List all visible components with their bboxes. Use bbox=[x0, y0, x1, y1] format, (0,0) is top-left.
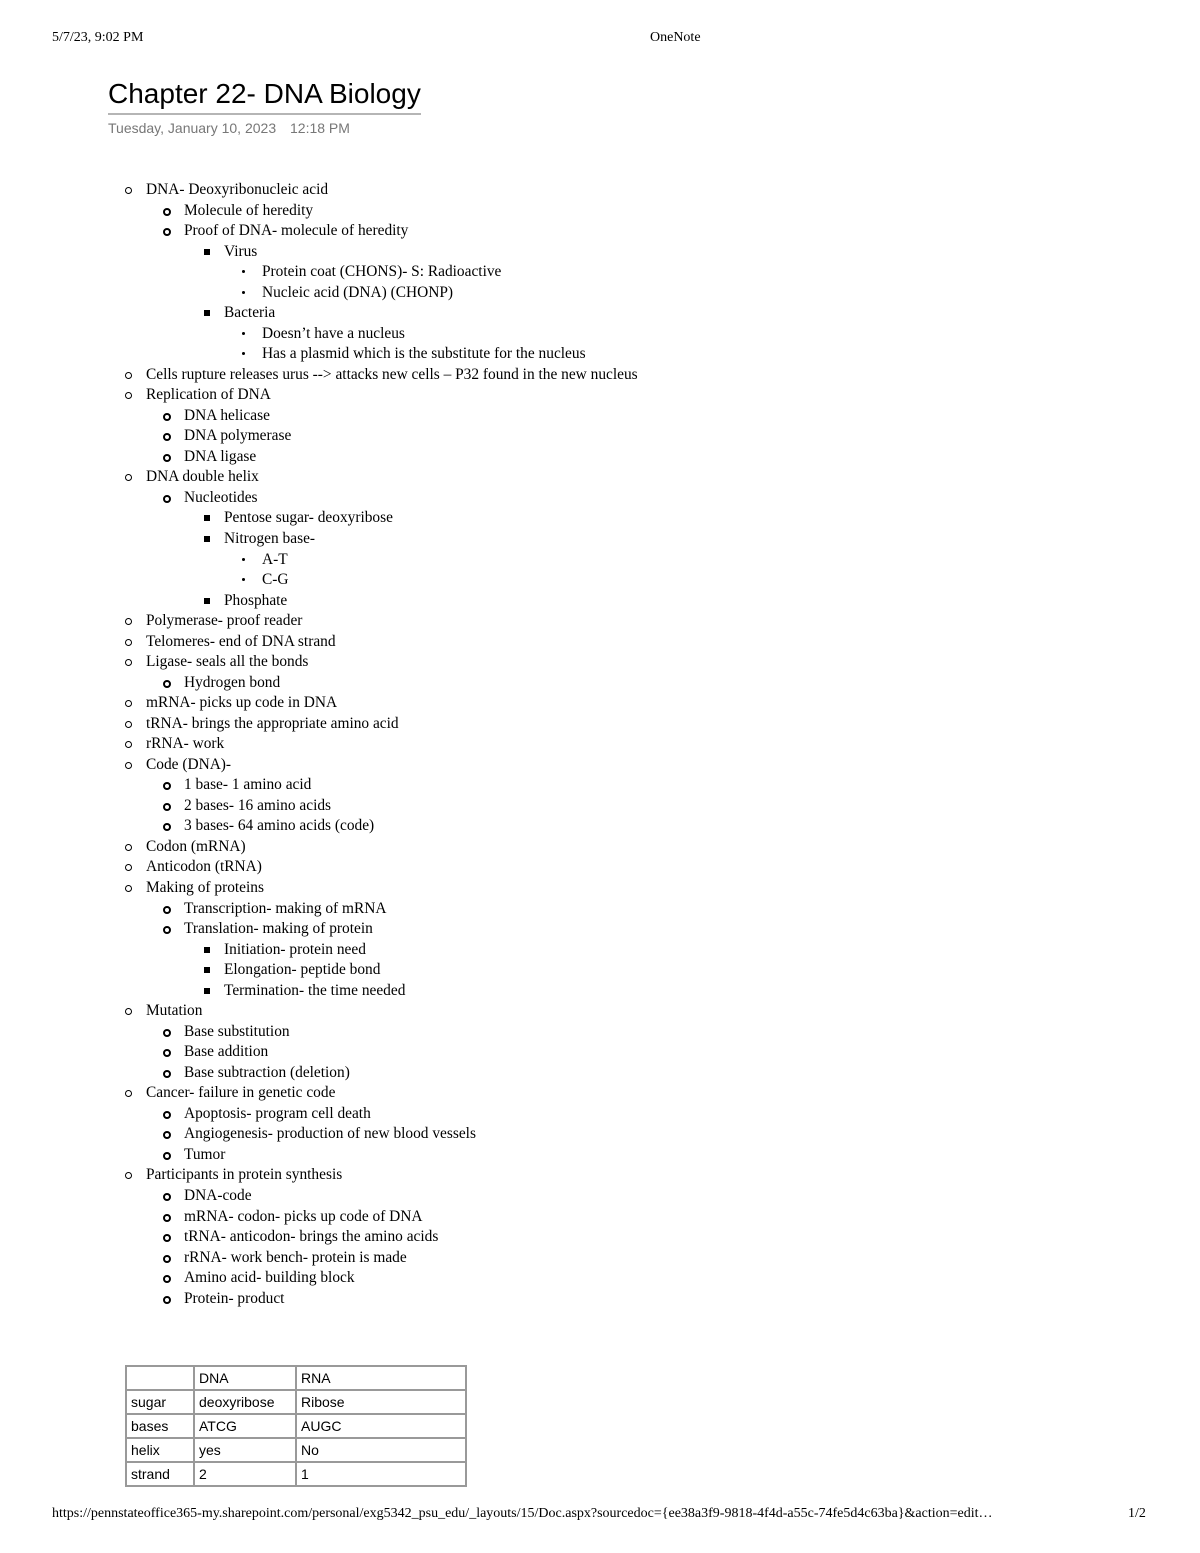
table-row bbox=[126, 1390, 466, 1414]
list-item bbox=[184, 673, 280, 693]
table-cell: deoxyribose bbox=[194, 1390, 296, 1414]
list-item-text: C-G bbox=[262, 571, 289, 589]
list-item-text: Protein coat (CHONS)- S: Radioactive bbox=[262, 263, 502, 281]
list-item bbox=[146, 467, 259, 487]
table-cell: No bbox=[296, 1438, 466, 1462]
list-item bbox=[262, 570, 289, 590]
page-timestamp bbox=[108, 120, 350, 136]
list-item bbox=[184, 796, 331, 816]
list-item bbox=[146, 857, 262, 877]
list-item-text: Hydrogen bond bbox=[184, 673, 281, 691]
list-item-text: Virus bbox=[224, 242, 258, 260]
list-item bbox=[146, 1001, 202, 1021]
list-item-text: Apoptosis- program cell death bbox=[184, 1104, 371, 1122]
list-item-text: Translation- making of protein bbox=[184, 920, 373, 938]
list-item bbox=[184, 1124, 476, 1144]
list-item-text: Telomeres- end of DNA strand bbox=[146, 632, 336, 650]
list-item-text: rRNA- work bbox=[146, 735, 225, 753]
list-item-text: tRNA- brings the appropriate amino acid bbox=[146, 714, 399, 732]
table-row bbox=[126, 1462, 466, 1486]
list-item-text: Anticodon (tRNA) bbox=[146, 858, 262, 876]
list-item-text: Base substitution bbox=[184, 1022, 290, 1040]
list-item bbox=[262, 283, 453, 303]
list-item-text: 3 bases- 64 amino acids (code) bbox=[184, 817, 375, 835]
list-item-text: Amino acid- building block bbox=[184, 1269, 355, 1287]
list-item-text: Nucleic acid (DNA) (CHONP) bbox=[262, 283, 454, 301]
table-cell: Ribose bbox=[296, 1390, 466, 1414]
list-item bbox=[146, 693, 337, 713]
list-item bbox=[184, 1063, 350, 1083]
list-item-text: Angiogenesis- production of new blood vessels bbox=[184, 1125, 476, 1143]
page-date: Tuesday, January 10, 2023 bbox=[108, 120, 277, 136]
list-item-text: Cells rupture releases urus --> attacks new cells – P32 found in the new nucleus bbox=[146, 365, 638, 383]
list-item-text: Making of proteins bbox=[146, 879, 264, 897]
list-item bbox=[146, 1165, 342, 1185]
list-item bbox=[262, 262, 501, 282]
list-item bbox=[184, 775, 311, 795]
list-item-text: Pentose sugar- deoxyribose bbox=[224, 509, 393, 527]
print-url: https://pennstateoffice365-my.sharepoint.com/personal/exg5342_psu_edu/_layouts/15/Doc.aspx?sourcedoc={ee38a3f9-9818-4f4d-a55c-74fe5d4c63ba}&action=edit… bbox=[52, 1506, 993, 1521]
print-datetime: 5/7/23, 9:02 PM bbox=[52, 30, 144, 45]
list-item bbox=[184, 447, 256, 467]
table-cell: sugar bbox=[126, 1390, 194, 1414]
table-row bbox=[126, 1438, 466, 1462]
table-cell: helix bbox=[126, 1438, 194, 1462]
list-item-text: Codon (mRNA) bbox=[146, 837, 246, 855]
list-item bbox=[146, 837, 246, 857]
list-item bbox=[184, 1268, 355, 1288]
list-item-text: DNA- Deoxyribonucleic acid bbox=[146, 181, 329, 198]
list-item bbox=[184, 1227, 438, 1247]
page-time: 12:18 PM bbox=[290, 120, 350, 136]
list-item bbox=[262, 344, 586, 364]
list-item-text: Bacteria bbox=[224, 304, 276, 322]
list-item bbox=[146, 385, 271, 405]
list-item-text: 1 base- 1 amino acid bbox=[184, 776, 312, 794]
table-header-row bbox=[126, 1366, 466, 1390]
list-item bbox=[184, 1042, 268, 1062]
list-item bbox=[262, 324, 405, 344]
list-item-text: rRNA- work bench- protein is made bbox=[184, 1248, 407, 1266]
list-item bbox=[184, 919, 373, 939]
list-item-text: tRNA- anticodon- brings the amino acids bbox=[184, 1228, 439, 1246]
list-item bbox=[146, 652, 308, 672]
table-header-cell bbox=[126, 1366, 194, 1390]
list-item bbox=[224, 960, 380, 980]
list-item-text: Nucleotides bbox=[184, 488, 258, 506]
list-item-text: Termination- the time needed bbox=[224, 981, 406, 999]
list-item bbox=[184, 899, 387, 919]
list-item-text: Initiation- protein need bbox=[224, 940, 366, 958]
list-item bbox=[146, 878, 264, 898]
list-item-text: DNA helicase bbox=[184, 406, 270, 424]
list-item-text: Base addition bbox=[184, 1043, 269, 1061]
list-item bbox=[146, 734, 224, 754]
table-cell: AUGC bbox=[296, 1414, 466, 1438]
list-item-text: Ligase- seals all the bonds bbox=[146, 653, 309, 671]
list-item-text: Tumor bbox=[184, 1145, 226, 1163]
list-item bbox=[146, 611, 302, 631]
list-item bbox=[184, 1186, 252, 1206]
list-item bbox=[184, 1207, 423, 1227]
list-item bbox=[262, 550, 288, 570]
table-cell: strand bbox=[126, 1462, 194, 1486]
list-item bbox=[224, 508, 393, 528]
list-item bbox=[224, 529, 315, 549]
list-item bbox=[184, 1248, 407, 1268]
list-item-text: Code (DNA)- bbox=[146, 755, 232, 773]
list-item bbox=[146, 1083, 335, 1103]
list-item bbox=[184, 1104, 371, 1124]
list-item-text: 2 bases- 16 amino acids bbox=[184, 796, 332, 814]
table-header-cell: DNA bbox=[194, 1366, 296, 1390]
list-item-text: Molecule of heredity bbox=[184, 201, 314, 219]
list-item-text: DNA ligase bbox=[184, 447, 257, 465]
list-item-text: DNA polymerase bbox=[184, 427, 292, 445]
list-item-text: Participants in protein synthesis bbox=[146, 1166, 343, 1184]
list-item bbox=[146, 180, 328, 200]
list-item-text: Proof of DNA- molecule of heredity bbox=[184, 222, 409, 240]
page-title: Chapter 22- DNA Biology bbox=[108, 76, 421, 115]
list-item bbox=[224, 940, 366, 960]
table-cell: yes bbox=[194, 1438, 296, 1462]
list-item bbox=[146, 714, 399, 734]
list-item-text: Nitrogen base- bbox=[224, 530, 316, 547]
table-row bbox=[126, 1414, 466, 1438]
list-item bbox=[184, 488, 258, 508]
list-item-text: Doesn’t have a nucleus bbox=[262, 324, 405, 342]
list-item bbox=[184, 1289, 284, 1309]
list-item-text: Replication of DNA bbox=[146, 386, 271, 404]
list-item bbox=[184, 816, 374, 836]
list-item-text: mRNA- picks up code in DNA bbox=[146, 694, 338, 712]
list-item bbox=[184, 221, 408, 241]
list-item-text: Cancer- failure in genetic code bbox=[146, 1084, 336, 1102]
list-item-text: Has a plasmid which is the substitute for the nucleus bbox=[262, 345, 586, 363]
table-cell: bases bbox=[126, 1414, 194, 1438]
list-item bbox=[184, 1145, 225, 1165]
list-item bbox=[224, 303, 275, 323]
print-page-number: 1/2 bbox=[1128, 1506, 1146, 1521]
table-cell: 1 bbox=[296, 1462, 466, 1486]
list-item-text: DNA double helix bbox=[146, 468, 259, 486]
list-item-text: Polymerase- proof reader bbox=[146, 612, 303, 630]
list-item bbox=[146, 632, 336, 652]
list-item bbox=[184, 201, 313, 221]
list-item bbox=[146, 365, 638, 385]
list-item-text: A-T bbox=[262, 550, 288, 568]
print-app-name: OneNote bbox=[650, 30, 701, 45]
list-item-text: Base subtraction (deletion) bbox=[184, 1063, 350, 1081]
list-item-text: Protein- product bbox=[184, 1289, 285, 1307]
list-item bbox=[224, 591, 287, 611]
list-item-text: Mutation bbox=[146, 1002, 203, 1020]
list-item bbox=[146, 755, 231, 775]
dna-rna-comparison-table bbox=[125, 1365, 467, 1487]
list-item-text: Phosphate bbox=[224, 591, 288, 609]
list-item bbox=[224, 981, 405, 1001]
table-cell: ATCG bbox=[194, 1414, 296, 1438]
list-item bbox=[184, 406, 270, 426]
list-item-text: Transcription- making of mRNA bbox=[184, 899, 387, 917]
list-item bbox=[224, 242, 257, 262]
list-item-text: DNA-code bbox=[184, 1186, 252, 1204]
list-item-text: mRNA- codon- picks up code of DNA bbox=[184, 1207, 423, 1225]
list-item bbox=[184, 426, 291, 446]
table-cell: 2 bbox=[194, 1462, 296, 1486]
table-header-cell: RNA bbox=[296, 1366, 466, 1390]
list-item bbox=[184, 1022, 290, 1042]
list-item-text: Elongation- peptide bond bbox=[224, 961, 381, 979]
